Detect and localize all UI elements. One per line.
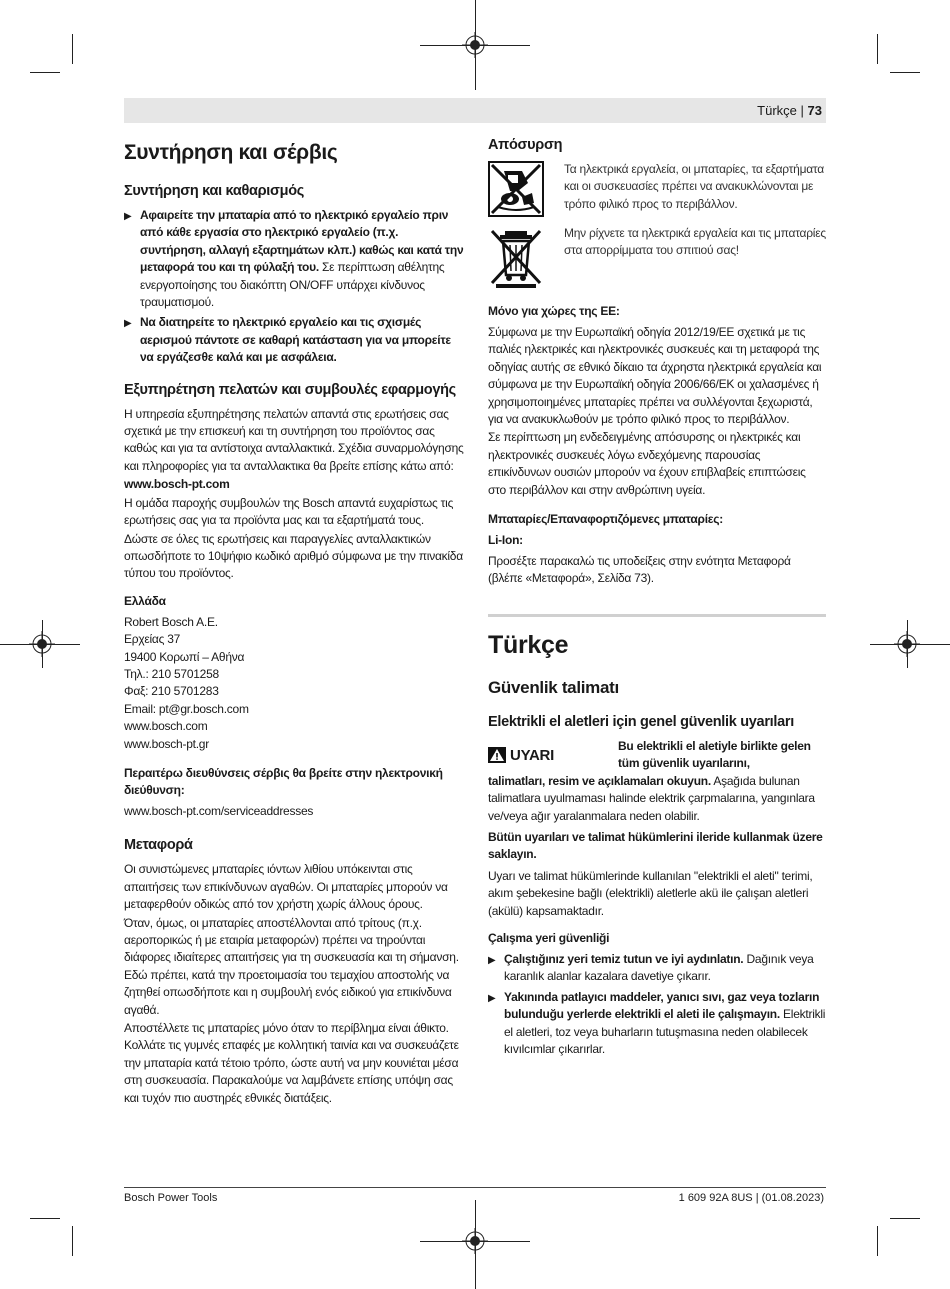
warning-badge — [488, 738, 618, 773]
disposal-recycle-row — [488, 161, 826, 217]
left-column — [124, 136, 466, 1108]
link-service-addresses[interactable]: www.bosch-pt.com/serviceaddresses — [124, 803, 314, 818]
header-language: Türkçe — [757, 103, 797, 118]
registration-mark-icon — [894, 631, 920, 657]
registration-mark-icon — [29, 631, 55, 657]
header-separator: | — [800, 103, 804, 118]
address-line: Robert Bosch A.E. — [124, 614, 218, 629]
heading-maintenance: Συντήρηση και καθαρισμός — [124, 183, 304, 199]
bullet-text: Dağınık veya karanlık alanlar kazalara davetiye çıkarır. — [504, 951, 814, 984]
paragraph: Οι συνιστώμενες μπαταρίες ιόντων λιθίου υπόκεινται στις απαιτήσεις των επικίνδυνων αγαθών. Οι μπαταρίες μπορούν να μεταφερθούν οδικώς από τον χρήστη χωρίς άλλους όρους. — [124, 862, 448, 912]
bullet-item — [488, 989, 826, 1059]
address-email[interactable]: Email: pt@gr.bosch.com — [124, 701, 249, 716]
bullet-text: Elektrikli el aletleri, toz veya buharların tutuşmasına neden olabilecek kıvılcımlar çıkarırlar. — [504, 1007, 826, 1056]
address-line: Ερχείας 37 — [124, 632, 181, 647]
right-column — [488, 136, 826, 1061]
bullet-bold: Να διατηρείτε το ηλεκτρικό εργαλείο και τις σχισμές αερισμού πάντοτε σε καθαρή κατάσταση για να μπορείτε να εργάζεσθε καλά και με ασφάλεια. — [140, 315, 451, 365]
section-separator — [488, 614, 826, 617]
bullet-item — [124, 314, 466, 366]
page-header — [757, 103, 822, 118]
paragraph: Αποστέλλετε τις μπαταρίες μόνο όταν το περίβλημα είναι άθικτο. Κολλάτε τις γυμνές επαφές με κολλητική ταινία και να συσκευάζετε την μπαταρία κατά τέτοιο τρόπο, ώστε αυτή να μην κουνιέται μέσα στη συσκευασία. Παρακαλούμε να λαμβάνετε επίσης υπόψη σας και τυχόν πιο αυστηρές εθνικές διατάξεις. — [124, 1021, 459, 1105]
paragraph: Uyarı ve talimat hükümlerinde kullanılan "elektrikli el aleti" terimi, akım şebekesine bağlı (elektrikli) aletlerle akü ile çalışan aletleri (akülü) kapsamaktadır. — [488, 868, 813, 918]
paragraph: Όταν, όμως, οι μπαταρίες αποστέλλονται από τρίτους (π.χ. αεροπορικώς ή με εταιρία μεταφορών) πρέπει να τηρούνται διάφορες ιδιαίτερες απαιτήσεις για τη συσκευασία και τη σήμανση. Εδώ πρέπει, κατά την προετοιμασία του τεμαχίου αποστολής να ζητηθεί οπωσδήποτε και η συμβουλή ενός ειδικού για επικίνδυνα αγαθά. — [124, 915, 459, 1017]
heading-batteries: Μπαταρίες/Επαναφορτιζόμενες μπαταρίες: — [488, 512, 723, 527]
crop-mark — [890, 72, 920, 73]
bullet-item — [124, 207, 466, 311]
link-bosch-pt[interactable]: www.bosch-pt.com — [124, 477, 230, 492]
footer-left: Bosch Power Tools — [124, 1192, 218, 1204]
warning-icon — [488, 747, 506, 763]
heading-workplace: Çalışma yeri güvenliği — [488, 930, 610, 945]
heading-li-ion: Li-Ion: — [488, 533, 523, 548]
warning-bold: talimatları, resim ve açıklamaları okuyun. — [488, 773, 711, 788]
bullet-bold: Yakınında patlayıcı maddeler, yanıcı sıvı, gaz veya tozların bulunduğu yerlerde elektrikli el aleti ile çalışmayın. — [504, 989, 820, 1022]
section-title-service: Συντήρηση και σέρβις — [124, 141, 338, 164]
address-block — [124, 614, 466, 753]
address-line: 19400 Κορωπί – Αθήνα — [124, 649, 245, 664]
crop-mark — [30, 1218, 60, 1219]
registration-mark-icon — [462, 1228, 488, 1254]
disposal-bin-row — [488, 225, 826, 289]
paragraph: Η ομάδα παροχής συμβουλών της Bosch απαντά ευχαρίστως τις ερωτήσεις σας για τα προϊόντα μας και τα εξαρτήματά τους. — [124, 495, 454, 528]
bullet-item — [488, 951, 826, 986]
warning-paragraph — [488, 773, 826, 825]
warning-heading: Bu elektrikli el aletiyle birlikte gelen tüm güvenlik uyarılarını, — [618, 738, 811, 771]
heading-more-addresses: Περαιτέρω διευθύνσεις σέρβις θα βρείτε στην ηλεκτρονική διεύθυνση: — [124, 765, 443, 797]
warning-row — [488, 738, 826, 773]
heading-customer-service: Εξυπηρέτηση πελατών και συμβουλές εφαρμογής — [124, 381, 456, 398]
bullet-bold: Çalıştığınız yeri temiz tutun ve iyi aydınlatın. — [504, 951, 744, 966]
heading-safety: Güvenlik talimatı — [488, 677, 619, 697]
section-title-turkish: Türkçe — [488, 630, 569, 659]
bullet-arrow-icon: ▶ — [488, 992, 496, 1004]
paragraph: Δώστε σε όλες τις ερωτήσεις και παραγγελίες ανταλλακτικών οπωσδήποτε το 10ψήφιο κωδικό αριθμό σύμφωνα με την πινακίδα τύπου του προϊόντος. — [124, 531, 463, 581]
recycle-icon — [488, 161, 544, 217]
paragraph: Προσέξτε παρακαλώ τις υποδείξεις στην ενότητα Μεταφορά (βλέπε «Μεταφορά», Σελίδα 73). — [488, 554, 791, 586]
crossed-bin-icon — [488, 225, 544, 289]
address-link[interactable]: www.bosch.com — [124, 719, 208, 734]
paragraph: Η υπηρεσία εξυπηρέτησης πελατών απαντά στις ερωτήσεις σας σχετικά με την επισκευή και τη συντήρηση του προϊόντος σας καθώς και για τα αντίστοιχα ανταλλακτικά. Σχέδια συναρμολόγησης και πληροφορίες για τα ανταλλακτικα θα βρείτε επίσης κάτω από: — [124, 406, 464, 473]
crop-mark — [72, 1226, 73, 1256]
crop-mark — [890, 1218, 920, 1219]
bullet-arrow-icon: ▶ — [488, 954, 496, 966]
warning-text: Aşağıda bulunan talimatlara uyulmaması halinde elektrik çarpmalarına, yangınlara ve/veya ağır yaralanmalara neden olabilir. — [488, 773, 815, 823]
address-line: Φαξ: 210 5701283 — [124, 684, 219, 699]
bullet-bold: Αφαιρείτε την μπαταρία από το ηλεκτρικό εργαλείο πριν από κάθε εργασία στο ηλεκτρικό εργαλείο (π.χ. συντήρηση, αλλαγή εξαρτημάτων κλπ.) καθώς και κατά την μεταφορά του και τη φύλαξή του. — [140, 208, 464, 275]
registration-mark-icon — [462, 32, 488, 58]
paragraph: Σε περίπτωση μη ενδεδειγμένης απόσυρσης οι ηλεκτρικές και ηλεκτρονικές συσκευές λόγω ενδεχόμενης παρουσίας επικίνδυνων ουσιών μπορούν να έχουν επιβλαβείς επιπτώσεις στο περιβάλλον και στην ανθρώπινη υγεία. — [488, 430, 806, 497]
paragraph: Τα ηλεκτρικά εργαλεία, οι μπαταρίες, τα εξαρτήματα και οι συσκευασίες πρέπει να ανακυκλώνονται με τρόπο φιλικό προς το περιβάλλον. — [564, 162, 824, 211]
crop-mark — [72, 34, 73, 64]
paragraph: Σύμφωνα με την Ευρωπαϊκή οδηγία 2012/19/ΕΕ σχετικά με τις παλιές ηλεκτρικές και ηλεκτρονικές συσκευές και τη μεταφορά της οδηγίας αυτής σε εθνικό δίκαιο τα άχρηστα ηλεκτρικά εργαλεία και σύμφωνα με την Ευρωπαϊκή οδηγία 2006/66/ΕΚ οι χαλασμένες ή χρησιμοποιημένες μπαταρίες πρέπει να συλλέγονται ξεχωριστά, για να ανακυκλωθούν με τρόπο φιλικό προς το περιβάλλον. — [488, 325, 822, 427]
keep-bold: Bütün uyarıları ve talimat hükümlerini ileride kullanmak üzere saklayın. — [488, 829, 823, 862]
heading-eu-only: Μόνο για χώρες της ΕΕ: — [488, 304, 620, 318]
page-number: 73 — [807, 103, 822, 118]
warning-label: UYARI — [510, 746, 555, 764]
footer-rule — [124, 1187, 826, 1188]
address-line: Τηλ.: 210 5701258 — [124, 666, 219, 681]
footer-right: 1 609 92A 8US | (01.08.2023) — [678, 1192, 824, 1204]
paragraph: Μην ρίχνετε τα ηλεκτρικά εργαλεία και τις μπαταρίες στα απορρίμματα του σπιτιού σας! — [564, 226, 826, 258]
bullet-arrow-icon: ▶ — [124, 318, 132, 330]
crop-mark — [877, 34, 878, 64]
heading-general-warnings: Elektrikli el aletleri için genel güvenlik uyarıları — [488, 713, 794, 730]
bullet-text: Σε περίπτωση αθέλητης ενεργοποίησης του διακόπτη ON/OFF υπάρχει κίνδυνος τραυματισμού. — [140, 260, 445, 310]
keep-instructions — [488, 829, 826, 864]
heading-transport: Μεταφορά — [124, 837, 193, 854]
address-link[interactable]: www.bosch-pt.gr — [124, 736, 209, 751]
crop-mark — [30, 72, 60, 73]
crop-mark — [877, 1226, 878, 1256]
heading-greece: Ελλάδα — [124, 593, 166, 608]
header-bar — [124, 98, 826, 123]
heading-disposal: Απόσυρση — [488, 137, 563, 153]
bullet-arrow-icon: ▶ — [124, 211, 132, 222]
